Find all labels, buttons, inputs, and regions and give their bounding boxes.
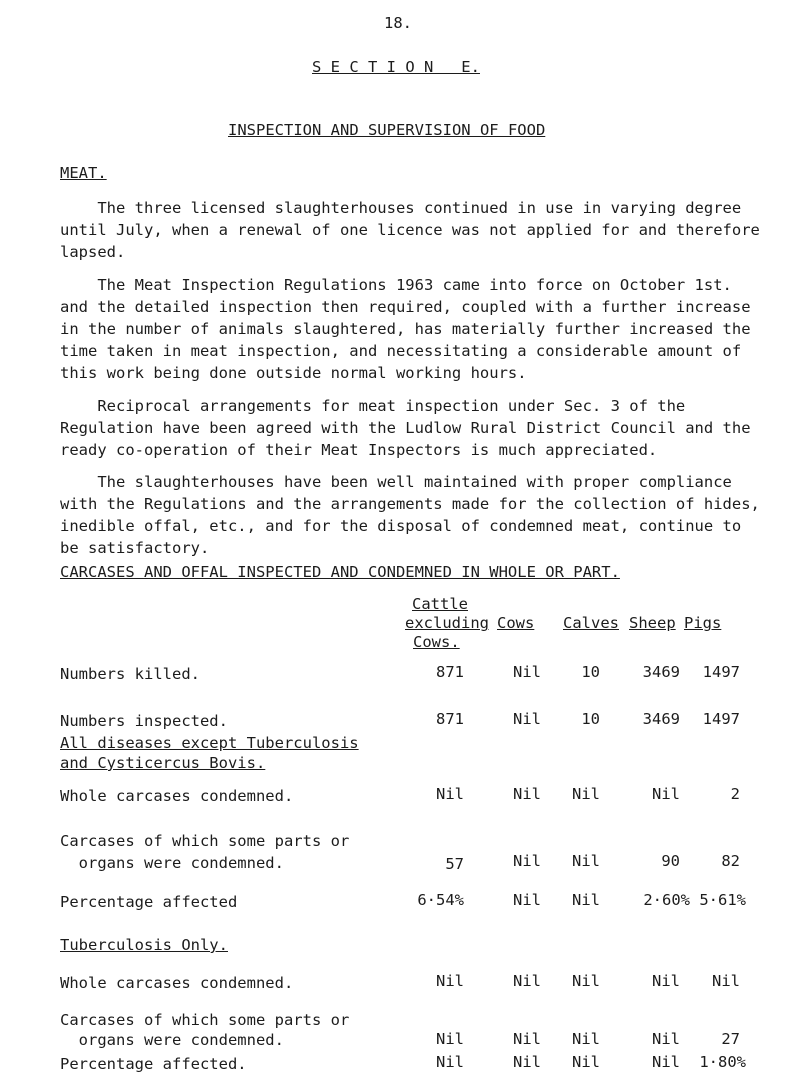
paragraph-regulations: The Meat Inspection Regulations 1963 came into force on October 1st. and the detailed inspection then required, coupled with a further increase in the number of animals slaughtered, has materially further increased the time taken in meat inspection, and necessitating a considerable amount of this work being done outside normal working hours. <box>60 276 751 382</box>
column-header-cattle-2: excluding <box>405 614 489 632</box>
table-row-label: Carcases of which some parts or organs were condemned. <box>60 1011 350 1049</box>
column-header-cattle-3: Cows. <box>413 633 460 651</box>
table-cell: 6·54% <box>417 891 464 909</box>
table-cell: Nil <box>513 710 541 728</box>
table-row-label: Whole carcases condemned. <box>60 787 294 805</box>
paragraph-maintenance: The slaughterhouses have been well maintained with proper compliance with the Regulations and the arrangements made for the collection of hides, inedible offal, etc., and for the disposal of condemned meat, continue to be satisfactory. <box>60 473 760 557</box>
table-cell: 1497 <box>702 663 740 681</box>
table-cell: 3469 <box>642 663 680 681</box>
table-cell: 871 <box>436 663 464 681</box>
section-title: S E C T I O N E. <box>312 58 480 76</box>
paragraph-reciprocal: Reciprocal arrangements for meat inspection under Sec. 3 of the Regulation have been agreed with the Ludlow Rural District Council and the ready co-operation of their Meat Inspectors is much appreciated. <box>60 397 751 459</box>
table-cell: Nil <box>652 1053 680 1071</box>
section-title-all-diseases: All diseases except Tuberculosis and Cysticercus Bovis. <box>60 734 359 772</box>
table-cell: Nil <box>436 785 464 803</box>
table-cell: Nil <box>652 1030 680 1048</box>
table-cell: 5·61% <box>699 891 746 909</box>
table-row-label: Percentage affected. <box>60 1055 247 1073</box>
column-header-calves: Calves <box>563 614 619 632</box>
table-cell: 10 <box>581 710 600 728</box>
table-cell: 3469 <box>642 710 680 728</box>
column-header-pigs: Pigs <box>684 614 722 632</box>
table-cell: 82 <box>721 852 740 870</box>
table-cell: Nil <box>572 891 600 909</box>
meat-subheading: MEAT. <box>60 164 107 182</box>
table-cell: Nil <box>513 972 541 990</box>
table-row-label: Percentage affected <box>60 893 238 911</box>
table-cell: Nil <box>436 1030 464 1048</box>
table-cell: Nil <box>572 972 600 990</box>
table-cell: 871 <box>436 710 464 728</box>
table-heading: CARCASES AND OFFAL INSPECTED AND CONDEMNED IN WHOLE OR PART. <box>60 563 620 581</box>
table-cell: Nil <box>712 972 740 990</box>
page-number: 18. <box>384 14 412 32</box>
table-cell: Nil <box>436 1053 464 1071</box>
table-cell: Nil <box>513 1030 541 1048</box>
table-cell: Nil <box>652 972 680 990</box>
table-row-label: Carcases of which some parts or organs were condemned. <box>60 832 350 872</box>
table-cell: 2 <box>730 785 740 803</box>
table-row-label: Whole carcases condemned. <box>60 974 294 992</box>
table-cell: Nil <box>513 1053 541 1071</box>
main-heading: INSPECTION AND SUPERVISION OF FOOD <box>228 121 546 139</box>
table-cell: Nil <box>513 663 541 681</box>
table-cell: 90 <box>661 852 680 870</box>
table-cell: Nil <box>513 891 541 909</box>
table-cell: Nil <box>572 785 600 803</box>
table-cell: Nil <box>572 1053 600 1071</box>
table-row-label: Numbers killed. <box>60 665 200 683</box>
table-row-label: Numbers inspected. <box>60 712 228 730</box>
table-cell: 10 <box>581 663 600 681</box>
paragraph-slaughterhouses: The three licensed slaughterhouses continued in use in varying degree until July, when a renewal of one licence was not applied for and therefore lapsed. <box>60 199 760 261</box>
table-cell: 1497 <box>702 710 740 728</box>
column-header-cattle-1: Cattle <box>412 595 468 613</box>
section-title-tuberculosis: Tuberculosis Only. <box>60 936 228 954</box>
table-cell: Nil <box>652 785 680 803</box>
column-header-sheep: Sheep <box>629 614 676 632</box>
table-cell: 27 <box>721 1030 740 1048</box>
table-cell: Nil <box>513 785 541 803</box>
table-cell: Nil <box>513 852 541 870</box>
table-cell: Nil <box>572 1030 600 1048</box>
table-cell: Nil <box>436 972 464 990</box>
table-cell: Nil <box>572 852 600 870</box>
table-cell: 2·60% <box>643 891 690 909</box>
column-header-cows: Cows <box>497 614 535 632</box>
table-cell: 57 <box>445 855 464 873</box>
table-cell: 1·80% <box>699 1053 746 1071</box>
